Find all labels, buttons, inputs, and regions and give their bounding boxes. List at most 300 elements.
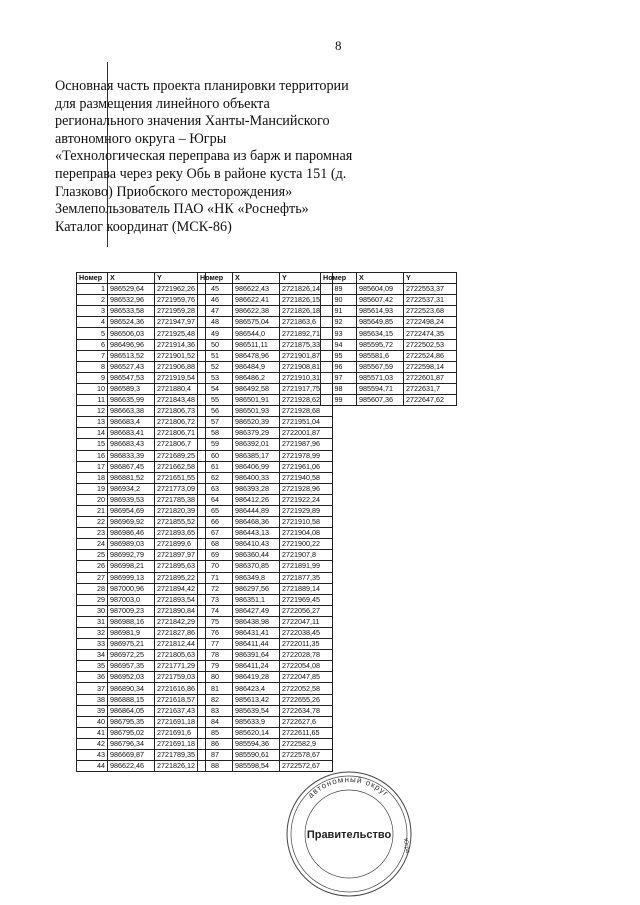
coord-y: 2721826,15 (280, 295, 333, 306)
coord-y: 2722582,9 (280, 738, 333, 749)
coord-y: 2722572,67 (280, 761, 333, 772)
coord-y: 2721925,48 (155, 328, 206, 339)
point-number: 68 (198, 539, 233, 550)
table-row (198, 439, 333, 450)
coord-x: 985598,54 (233, 761, 280, 772)
point-number: 89 (321, 284, 357, 295)
point-number: 8 (77, 361, 108, 372)
coord-y: 2721843,48 (155, 395, 206, 406)
table-row (198, 383, 333, 394)
table-row (77, 528, 206, 539)
point-number: 41 (77, 727, 108, 738)
table-row (77, 472, 206, 483)
coord-y: 2722047,11 (280, 616, 333, 627)
coord-x: 987009,23 (108, 605, 155, 616)
coord-x: 986501,91 (233, 395, 280, 406)
coord-x: 987003,0 (108, 594, 155, 605)
table-row (198, 450, 333, 461)
point-number: 38 (77, 694, 108, 705)
table-row (198, 572, 333, 583)
point-number: 93 (321, 328, 357, 339)
point-number: 87 (198, 750, 233, 761)
coord-x: 986890,34 (108, 683, 155, 694)
point-number: 61 (198, 461, 233, 472)
point-number: 54 (198, 383, 233, 394)
table-row (198, 539, 333, 550)
table-row (77, 461, 206, 472)
table-row (198, 372, 333, 383)
coord-x: 986513,52 (108, 350, 155, 361)
coord-x: 986392,01 (233, 439, 280, 450)
coord-y: 2721826,18 (280, 306, 333, 317)
coord-y: 2722038,45 (280, 628, 333, 639)
table-row (198, 328, 333, 339)
table-row (321, 328, 457, 339)
coord-y: 2721917,75 (280, 383, 333, 394)
seal-center-text: Правительство (306, 829, 392, 841)
table-row (198, 694, 333, 705)
coord-y: 2721691,18 (155, 716, 206, 727)
coord-y: 2721890,84 (155, 605, 206, 616)
coord-y: 2721875,33 (280, 339, 333, 350)
coord-x: 986524,36 (108, 317, 155, 328)
official-seal-stamp (283, 768, 415, 900)
point-number: 31 (77, 616, 108, 627)
coord-y: 2721618,57 (155, 694, 206, 705)
coord-y: 2721806,7 (155, 439, 206, 450)
coord-y: 2721759,03 (155, 672, 206, 683)
point-number: 1 (77, 284, 108, 295)
coord-y: 2721689,25 (155, 450, 206, 461)
table-row (198, 395, 333, 406)
point-number: 24 (77, 539, 108, 550)
table-row (198, 750, 333, 761)
coord-x: 986934,2 (108, 483, 155, 494)
table-row (198, 628, 333, 639)
table-row (198, 639, 333, 650)
point-number: 4 (77, 317, 108, 328)
table-row (77, 594, 206, 605)
table-row (77, 450, 206, 461)
table-row (198, 605, 333, 616)
coord-y: 2722647,62 (404, 395, 457, 406)
coord-x: 985634,15 (357, 328, 404, 339)
table-row (321, 317, 457, 328)
coord-x: 986975,21 (108, 639, 155, 650)
point-number: 36 (77, 672, 108, 683)
coord-y: 2721910,58 (280, 517, 333, 528)
table-row (77, 295, 206, 306)
coord-x: 985614,93 (357, 306, 404, 317)
coord-y: 2721987,96 (280, 439, 333, 450)
point-number: 48 (198, 317, 233, 328)
coord-y: 2722523,68 (404, 306, 457, 317)
coord-y: 2722627,6 (280, 716, 333, 727)
seal-small-text: Югра (401, 837, 411, 854)
coord-y: 2721959,76 (155, 295, 206, 306)
coord-x: 986999,13 (108, 572, 155, 583)
coord-x: 986992,79 (108, 550, 155, 561)
coordinate-table-1 (76, 272, 206, 772)
table-row (198, 528, 333, 539)
coord-x: 986622,43 (233, 284, 280, 295)
table-row (77, 650, 206, 661)
point-number: 21 (77, 505, 108, 516)
table-row (77, 483, 206, 494)
coord-x: 986410,43 (233, 539, 280, 550)
coord-x: 986419,28 (233, 672, 280, 683)
table-row (198, 505, 333, 516)
point-number: 60 (198, 450, 233, 461)
point-number: 95 (321, 350, 357, 361)
coordinate-table-2 (197, 272, 333, 772)
coord-x: 986492,58 (233, 383, 280, 394)
table-row (198, 483, 333, 494)
coord-y: 2721897,97 (155, 550, 206, 561)
coord-y: 2721662,58 (155, 461, 206, 472)
table-row (198, 683, 333, 694)
table-row (198, 550, 333, 561)
coord-y: 2721880,4 (155, 383, 206, 394)
coord-x: 985581,6 (357, 350, 404, 361)
point-number: 9 (77, 372, 108, 383)
table-row (77, 716, 206, 727)
coord-y: 2721908,81 (280, 361, 333, 372)
coord-x: 986796,34 (108, 738, 155, 749)
coord-x: 986527,43 (108, 361, 155, 372)
table-row (77, 428, 206, 439)
coord-x: 986423,4 (233, 683, 280, 694)
table-row (321, 372, 457, 383)
table-row (77, 750, 206, 761)
point-number: 32 (77, 628, 108, 639)
table-row (77, 672, 206, 683)
coord-y: 2721910,31 (280, 372, 333, 383)
coord-x: 986939,53 (108, 494, 155, 505)
coord-x: 986589,3 (108, 383, 155, 394)
column-header: Y (155, 273, 206, 284)
coord-y: 2721899,6 (155, 539, 206, 550)
coord-y: 2722502,53 (404, 339, 457, 350)
coord-x: 986438,98 (233, 616, 280, 627)
heading-line: Землепользователь ПАО «НК «Роснефть» (55, 201, 309, 218)
coord-x: 986349,8 (233, 572, 280, 583)
coord-x: 986496,96 (108, 339, 155, 350)
table-row (198, 472, 333, 483)
coord-y: 2721947,97 (155, 317, 206, 328)
coord-x: 986533,58 (108, 306, 155, 317)
point-number: 71 (198, 572, 233, 583)
coord-y: 2722524,86 (404, 350, 457, 361)
coord-x: 986635,99 (108, 395, 155, 406)
table-row (77, 628, 206, 639)
coord-y: 2721855,52 (155, 517, 206, 528)
coord-y: 2722598,14 (404, 361, 457, 372)
heading-line: регионального значения Ханты-Мансийского (55, 113, 330, 130)
table-row (198, 517, 333, 528)
coord-x: 985567,59 (357, 361, 404, 372)
point-number: 62 (198, 472, 233, 483)
coord-x: 986501,93 (233, 406, 280, 417)
coord-y: 2722011,35 (280, 639, 333, 650)
coord-y: 2721940,58 (280, 472, 333, 483)
coord-x: 986663,38 (108, 406, 155, 417)
coord-x: 985590,61 (233, 750, 280, 761)
table-row (198, 494, 333, 505)
point-number: 57 (198, 417, 233, 428)
coord-x: 985639,54 (233, 705, 280, 716)
table-row (198, 661, 333, 672)
coord-y: 2721893,65 (155, 528, 206, 539)
point-number: 53 (198, 372, 233, 383)
table-row (198, 705, 333, 716)
coord-y: 2722054,08 (280, 661, 333, 672)
coord-y: 2721863,6 (280, 317, 333, 328)
point-number: 80 (198, 672, 233, 683)
table-row (321, 339, 457, 350)
column-header: X (108, 273, 155, 284)
coord-x: 986506,03 (108, 328, 155, 339)
coord-x: 985607,36 (357, 395, 404, 406)
point-number: 45 (198, 284, 233, 295)
point-number: 82 (198, 694, 233, 705)
coord-y: 2721928,62 (280, 395, 333, 406)
point-number: 49 (198, 328, 233, 339)
table-row (77, 406, 206, 417)
point-number: 23 (77, 528, 108, 539)
point-number: 55 (198, 395, 233, 406)
coord-y: 2721877,35 (280, 572, 333, 583)
coord-x: 986867,45 (108, 461, 155, 472)
coord-x: 986795,35 (108, 716, 155, 727)
table-header-row (77, 273, 206, 284)
coord-y: 2721812,44 (155, 639, 206, 650)
point-number: 99 (321, 395, 357, 406)
coord-y: 2721806,73 (155, 406, 206, 417)
point-number: 27 (77, 572, 108, 583)
point-number: 5 (77, 328, 108, 339)
coord-x: 985604,09 (357, 284, 404, 295)
point-number: 44 (77, 761, 108, 772)
table-row (77, 284, 206, 295)
column-header: Номер (77, 273, 108, 284)
coord-x: 986622,41 (233, 295, 280, 306)
point-number: 28 (77, 583, 108, 594)
coord-x: 985607,42 (357, 295, 404, 306)
coord-x: 986529,64 (108, 284, 155, 295)
point-number: 91 (321, 306, 357, 317)
coord-y: 2721773,09 (155, 483, 206, 494)
point-number: 70 (198, 561, 233, 572)
coord-x: 985613,42 (233, 694, 280, 705)
table-row (77, 306, 206, 317)
table-row (77, 383, 206, 394)
point-number: 37 (77, 683, 108, 694)
coord-y: 2721826,14 (280, 284, 333, 295)
coord-x: 985594,71 (357, 383, 404, 394)
coord-y: 2721893,54 (155, 594, 206, 605)
table-row (77, 605, 206, 616)
point-number: 90 (321, 295, 357, 306)
coord-x: 986297,56 (233, 583, 280, 594)
table-row (77, 639, 206, 650)
point-number: 78 (198, 650, 233, 661)
coord-x: 986427,49 (233, 605, 280, 616)
table-row (198, 650, 333, 661)
coord-y: 2722553,37 (404, 284, 457, 295)
table-row (198, 284, 333, 295)
coord-x: 986683,43 (108, 439, 155, 450)
point-number: 79 (198, 661, 233, 672)
point-number: 85 (198, 727, 233, 738)
table-row (198, 339, 333, 350)
table-row (198, 561, 333, 572)
coord-y: 2722474,35 (404, 328, 457, 339)
coord-y: 2722578,67 (280, 750, 333, 761)
coord-x: 986391,64 (233, 650, 280, 661)
point-number: 39 (77, 705, 108, 716)
table-row (77, 395, 206, 406)
point-number: 3 (77, 306, 108, 317)
table-row (321, 383, 457, 394)
heading-line: «Технологическая переправа из барж и паромная (55, 148, 353, 165)
point-number: 88 (198, 761, 233, 772)
point-number: 74 (198, 605, 233, 616)
coord-y: 2722047,85 (280, 672, 333, 683)
coord-x: 986988,16 (108, 616, 155, 627)
coord-x: 986370,85 (233, 561, 280, 572)
point-number: 29 (77, 594, 108, 605)
point-number: 26 (77, 561, 108, 572)
coord-x: 986486,2 (233, 372, 280, 383)
point-number: 18 (77, 472, 108, 483)
page-number: 8 (335, 38, 342, 53)
column-header: Номер (321, 273, 357, 284)
column-header: X (357, 273, 404, 284)
coord-y: 2721805,63 (155, 650, 206, 661)
point-number: 64 (198, 494, 233, 505)
point-number: 65 (198, 505, 233, 516)
point-number: 86 (198, 738, 233, 749)
coord-y: 2722028,78 (280, 650, 333, 661)
point-number: 67 (198, 528, 233, 539)
coord-x: 986622,38 (233, 306, 280, 317)
coord-y: 2721826,12 (155, 761, 206, 772)
point-number: 43 (77, 750, 108, 761)
coord-x: 986683,4 (108, 417, 155, 428)
table-row (198, 616, 333, 627)
point-number: 50 (198, 339, 233, 350)
table-row (77, 494, 206, 505)
point-number: 2 (77, 295, 108, 306)
coord-x: 986957,35 (108, 661, 155, 672)
coord-x: 985594,36 (233, 738, 280, 749)
point-number: 22 (77, 517, 108, 528)
table-row (321, 306, 457, 317)
coord-x: 986532,96 (108, 295, 155, 306)
coord-x: 986360,44 (233, 550, 280, 561)
point-number: 16 (77, 450, 108, 461)
heading-line: Глазково) Приобского месторождения» (55, 183, 293, 200)
coord-x: 986989,03 (108, 539, 155, 550)
coord-x: 986406,99 (233, 461, 280, 472)
table-row (77, 417, 206, 428)
coord-x: 986998,21 (108, 561, 155, 572)
table-row (77, 372, 206, 383)
coord-x: 986468,36 (233, 517, 280, 528)
point-number: 30 (77, 605, 108, 616)
table-row (77, 505, 206, 516)
coord-x: 986575,04 (233, 317, 280, 328)
point-number: 63 (198, 483, 233, 494)
coord-x: 986520,39 (233, 417, 280, 428)
coord-y: 2721691,6 (155, 727, 206, 738)
point-number: 17 (77, 461, 108, 472)
coord-y: 2721962,26 (155, 284, 206, 295)
point-number: 12 (77, 406, 108, 417)
coord-y: 2721901,87 (280, 350, 333, 361)
table-row (77, 727, 206, 738)
table-row (77, 339, 206, 350)
table-row (321, 295, 457, 306)
point-number: 42 (77, 738, 108, 749)
coord-y: 2721892,71 (280, 328, 333, 339)
heading-line: автономного округа – Югры (55, 130, 227, 147)
coord-y: 2721895,22 (155, 572, 206, 583)
table-row (198, 306, 333, 317)
coord-y: 2722056,27 (280, 605, 333, 616)
point-number: 73 (198, 594, 233, 605)
coord-y: 2721616,86 (155, 683, 206, 694)
coordinate-table-3 (320, 272, 457, 406)
table-row (198, 295, 333, 306)
coord-y: 2722537,31 (404, 295, 457, 306)
coord-y: 2721827,86 (155, 628, 206, 639)
coord-y: 2722052,58 (280, 683, 333, 694)
coord-y: 2721919,54 (155, 372, 206, 383)
coord-y: 2721891,99 (280, 561, 333, 572)
coord-y: 2721785,38 (155, 494, 206, 505)
coord-x: 986484,9 (233, 361, 280, 372)
column-header: Y (280, 273, 333, 284)
heading-line: Основная часть проекта планировки территории (55, 78, 349, 94)
coord-x: 986443,13 (233, 528, 280, 539)
coord-y: 2722634,78 (280, 705, 333, 716)
coord-x: 985649,85 (357, 317, 404, 328)
point-number: 98 (321, 383, 357, 394)
coord-x: 985595,72 (357, 339, 404, 350)
point-number: 94 (321, 339, 357, 350)
coord-x: 986986,46 (108, 528, 155, 539)
table-row (198, 406, 333, 417)
coord-y: 2721914,36 (155, 339, 206, 350)
heading-line: для размещения линейного объекта (55, 95, 270, 112)
table-row (198, 428, 333, 439)
coord-y: 2721820,39 (155, 505, 206, 516)
table-row (321, 284, 457, 295)
coord-y: 2721651,55 (155, 472, 206, 483)
point-number: 40 (77, 716, 108, 727)
table-row (321, 350, 457, 361)
point-number: 96 (321, 361, 357, 372)
point-number: 77 (198, 639, 233, 650)
coord-x: 986952,03 (108, 672, 155, 683)
point-number: 69 (198, 550, 233, 561)
table-row (77, 661, 206, 672)
table-row (77, 616, 206, 627)
point-number: 72 (198, 583, 233, 594)
coord-y: 2722611,65 (280, 727, 333, 738)
